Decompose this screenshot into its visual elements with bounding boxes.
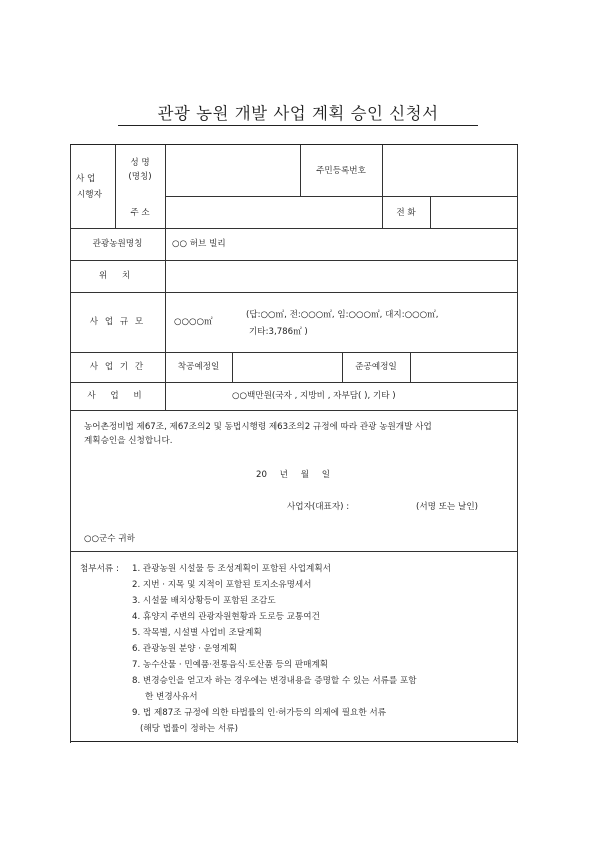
attachment-item: 8. 변경승인을 얻고자 하는 경우에는 변경내용을 증명할 수 있는 서류를 포함 [132,676,417,686]
rule [517,145,518,551]
rule [70,228,518,229]
scale-detail: 기타:3,786㎡ ) [249,327,308,337]
end-date-label: 준공예정일 [355,362,397,372]
period-label: 사 업 기 간 [89,362,146,372]
title-underline [118,125,478,126]
location-label: 위 치 [98,271,137,281]
attachment-item: 2. 지번 · 지목 및 지적이 포함된 토지소유명세서 [132,580,312,590]
attachments-label: 첨부서류 : [80,564,119,574]
name-label: 성 명 [130,158,150,168]
rule [382,145,383,196]
application-form [70,144,518,742]
attachment-item: 4. 휴양지 주변의 관광자원현황과 도로등 교통여건 [132,612,320,622]
rule [70,551,71,743]
attachment-item: 1. 관광농원 시설물 등 조성계획이 포함된 사업계획서 [132,564,331,574]
rule [70,551,518,552]
farm-name-label: 관광농원명칭 [92,239,143,249]
address-label: 주 소 [130,208,150,218]
rule [70,145,71,551]
scale-detail: (답:○○㎡, 전:○○○㎡, 임:○○○㎡, 대지:○○○㎡, [246,310,439,320]
attachment-item: 3. 시설물 배치상황등이 포함된 조감도 [132,596,276,606]
rule [430,196,431,228]
rule [165,196,518,197]
rule [70,292,518,293]
scale-label: 사 업 규 모 [89,317,146,327]
attachment-item: (해당 법률이 정하는 서류) [140,724,238,734]
rule [517,551,518,743]
form-title: 관광 농원 개발 사업 계획 승인 신청서 [157,104,439,123]
cost-label: 사 업 비 [87,391,148,401]
rule [70,260,518,261]
start-date-label: 착공예정일 [177,362,220,372]
attachment-item: 9. 법 제87조 규정에 의한 타법률의 인·허가등의 의제에 필요한 서류 [132,708,386,718]
attachment-item: 5. 작목별, 시설별 사업비 조달계획 [132,628,262,638]
section-label: 사 업 [76,174,96,184]
scale-field[interactable]: ○○○○㎡ [174,317,213,327]
rule [410,352,411,382]
rule [70,352,518,353]
section-label: 시행자 [77,190,102,200]
rule [70,410,518,411]
rule [70,382,518,383]
phone-label: 전 화 [396,208,416,218]
cost-field[interactable]: ○○백만원(국자 , 지방비 , 자부담( ), 기타 ) [232,391,396,401]
farm-name-field[interactable]: ○○ 허브 빌리 [172,239,226,249]
name-label: (명칭) [128,172,152,182]
date-line: 20 년 월 일 [256,470,331,480]
sign-note: (서명 또는 날인) [416,502,478,512]
statement-text: 계획승인을 신청합니다. [84,436,173,446]
statement-text: 농어촌정비법 제67조, 제67조의2 및 동법시행령 제63조의2 규정에 따라 관광 농원개발 사업 [84,422,432,432]
resident-number-label: 주민등록번호 [316,166,366,176]
addressee: ○○군수 귀하 [84,534,135,544]
attachment-item: 6. 관광농원 분양 · 운영계획 [132,644,237,654]
attachment-item: 7. 농수산물 · 민예품·전통음식·토산품 등의 판매계획 [132,660,329,670]
applicant-sign-label: 사업자(대표자) : [287,502,350,512]
rule [232,352,233,382]
attachment-item: 한 변경사유서 [145,692,198,702]
